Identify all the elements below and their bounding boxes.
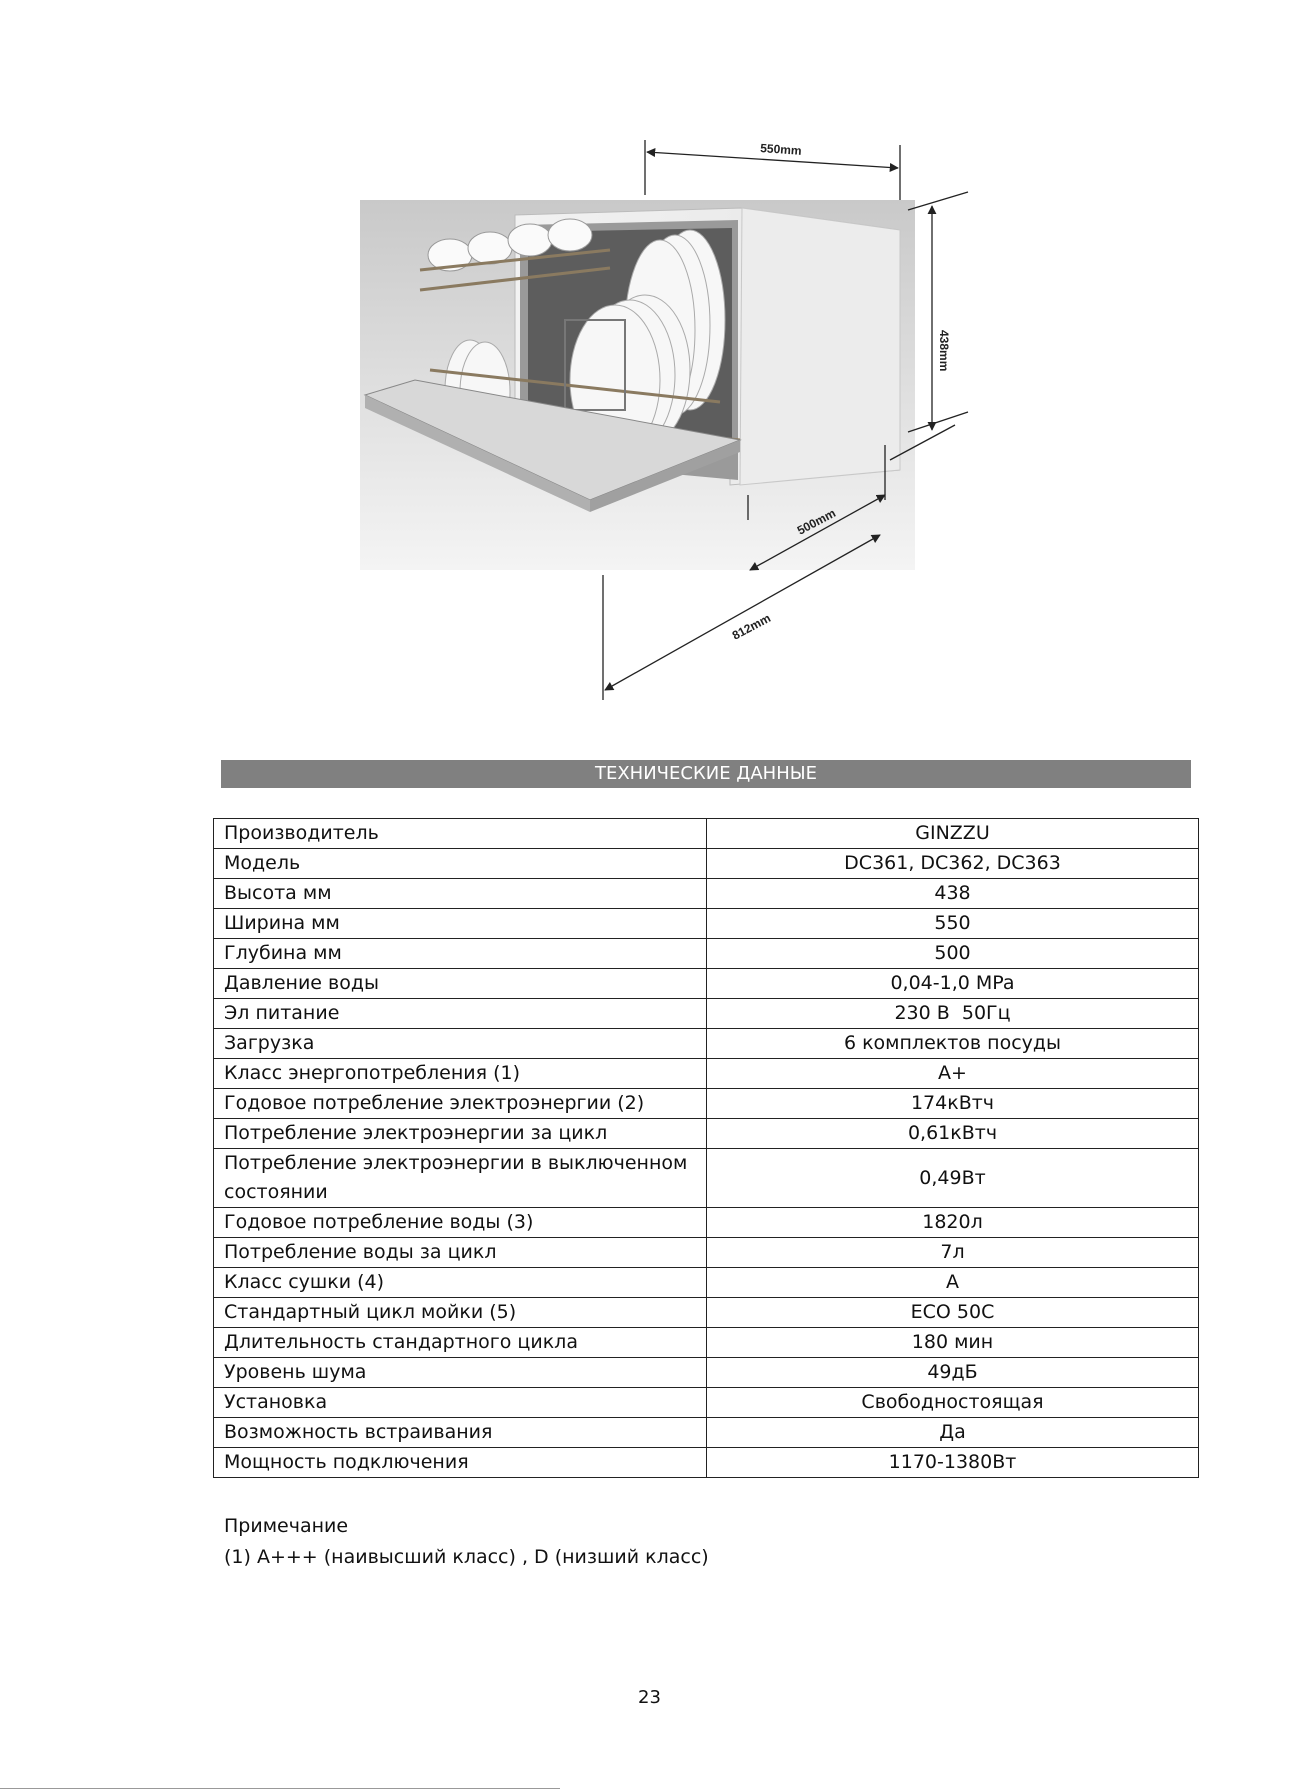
spec-value: 7л (707, 1238, 1199, 1268)
spec-label: Потребление электроэнергии за цикл (214, 1119, 707, 1149)
spec-value: 180 мин (707, 1328, 1199, 1358)
spec-value: 0,61кВтч (707, 1119, 1199, 1149)
table-row (214, 1448, 1199, 1478)
dishwasher-drawing (360, 140, 990, 710)
dim-depth-open-label: 812mm (729, 610, 773, 643)
spec-label: Ширина мм (214, 909, 707, 939)
dishwasher-figure (360, 140, 990, 710)
spec-label: Загрузка (214, 1029, 707, 1059)
spec-label: Возможность встраивания (214, 1418, 707, 1448)
dim-width-label: 550mm (759, 141, 803, 158)
table-row (214, 969, 1199, 999)
table-row (214, 1418, 1199, 1448)
table-row (214, 909, 1199, 939)
spec-label: Глубина мм (214, 939, 707, 969)
notes-title: Примечание (224, 1515, 349, 1537)
spec-value: 49дБ (707, 1358, 1199, 1388)
table-row (214, 1358, 1199, 1388)
spec-value: 6 комплектов посуды (707, 1029, 1199, 1059)
dim-height-label: 438mm (937, 330, 951, 372)
spec-label: Годовое потребление электроэнергии (2) (214, 1089, 707, 1119)
table-row (214, 1328, 1199, 1358)
table-row (214, 1208, 1199, 1238)
spec-value: DC361, DC362, DC363 (707, 849, 1199, 879)
spec-value: А (707, 1268, 1199, 1298)
spec-label: Стандартный цикл мойки (5) (214, 1298, 707, 1328)
table-row (214, 1089, 1199, 1119)
spec-value: 174кВтч (707, 1089, 1199, 1119)
notes-line: (1) А+++ (наивысший класс) , D (низший класс) (224, 1546, 709, 1568)
spec-label: Класс сушки (4) (214, 1268, 707, 1298)
spec-value: 0,04-1,0 MPa (707, 969, 1199, 999)
spec-value: Да (707, 1418, 1199, 1448)
spec-value: 0,49Вт (707, 1149, 1199, 1208)
table-row (214, 1388, 1199, 1418)
spec-value: 1170-1380Вт (707, 1448, 1199, 1478)
table-row (214, 1238, 1199, 1268)
table-row (214, 819, 1199, 849)
spec-table (213, 818, 1199, 1478)
spec-value: Свободностоящая (707, 1388, 1199, 1418)
spec-label: Длительность стандартного цикла (214, 1328, 707, 1358)
section-title: ТЕХНИЧЕСКИЕ ДАННЫЕ (221, 760, 1191, 788)
spec-value: 1820л (707, 1208, 1199, 1238)
page-number: 23 (638, 1687, 661, 1708)
spec-label: Производитель (214, 819, 707, 849)
spec-value: 438 (707, 879, 1199, 909)
table-row (214, 849, 1199, 879)
spec-value: А+ (707, 1059, 1199, 1089)
spec-label: Годовое потребление воды (3) (214, 1208, 707, 1238)
spec-value: 500 (707, 939, 1199, 969)
spec-label: Модель (214, 849, 707, 879)
spec-label: Уровень шума (214, 1358, 707, 1388)
table-row (214, 1119, 1199, 1149)
table-row (214, 1029, 1199, 1059)
table-row (214, 879, 1199, 909)
table-row (214, 939, 1199, 969)
spec-value: 550 (707, 909, 1199, 939)
spec-label: Мощность подключения (214, 1448, 707, 1478)
spec-label: Потребление воды за цикл (214, 1238, 707, 1268)
table-row (214, 999, 1199, 1029)
spec-value: GINZZU (707, 819, 1199, 849)
spec-label: Эл питание (214, 999, 707, 1029)
spec-label: Давление воды (214, 969, 707, 999)
spec-label: Установка (214, 1388, 707, 1418)
spec-label: Высота мм (214, 879, 707, 909)
table-row (214, 1059, 1199, 1089)
spec-label: Класс энергопотребления (1) (214, 1059, 707, 1089)
table-row (214, 1268, 1199, 1298)
dim-depth-label: 500mm (794, 505, 838, 538)
table-row (214, 1149, 1199, 1208)
spec-value: 230 В 50Гц (707, 999, 1199, 1029)
footer-divider (0, 1788, 560, 1789)
spec-label: Потребление электроэнергии в выключенном состоянии (214, 1149, 707, 1208)
spec-value: ЕСО 50С (707, 1298, 1199, 1328)
table-row (214, 1298, 1199, 1328)
